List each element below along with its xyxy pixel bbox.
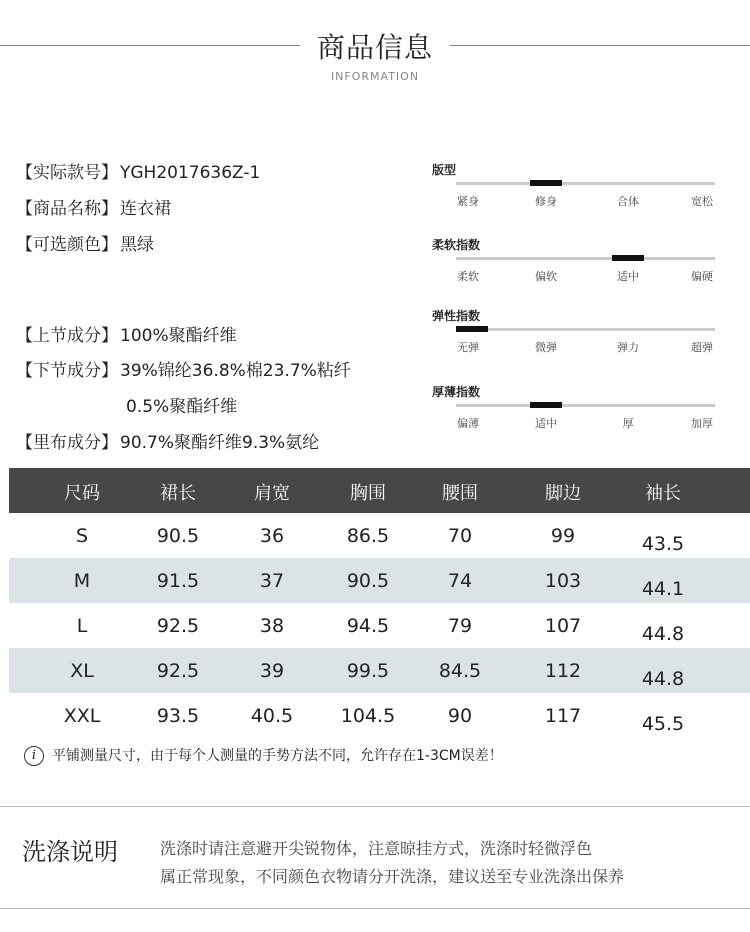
info-product-name	[16, 194, 171, 219]
info-label: 【商品名称】	[16, 199, 118, 219]
scale-tick: 修身	[535, 195, 557, 208]
info-label: 【下节成分】	[16, 361, 118, 381]
scale-tick: 偏硬	[691, 270, 713, 283]
table-cell: 86.5	[346, 525, 390, 547]
table-cell: 44.8	[641, 623, 685, 645]
table-cell: XXL	[63, 705, 101, 727]
info-value: 39%锦纶36.8%棉23.7%粘纤	[120, 361, 351, 381]
page-title: 商品信息	[316, 31, 433, 64]
table-cell: 74	[447, 570, 473, 592]
info-label: 【实际款号】	[16, 163, 118, 183]
scale-title: 厚薄指数	[432, 385, 481, 399]
info-upper-material	[16, 321, 237, 346]
table-cell: L	[76, 615, 88, 637]
scale-title: 版型	[432, 163, 457, 177]
info-icon: i	[24, 746, 44, 766]
divider-top	[0, 806, 750, 807]
table-cell: 99	[550, 525, 576, 547]
info-label: 【里布成分】	[16, 433, 118, 453]
header-cell: 脚边	[545, 483, 581, 504]
table-cell: 84.5	[438, 660, 482, 682]
table-cell: 90.5	[156, 525, 200, 547]
table-cell: 44.8	[641, 668, 685, 690]
scale-title: 弹性指数	[432, 309, 481, 323]
scale-tick: 加厚	[691, 417, 713, 430]
table-row	[9, 603, 750, 648]
table-cell: 37	[259, 570, 285, 592]
table-cell: 112	[544, 660, 582, 682]
table-cell: 93.5	[156, 705, 200, 727]
header-rule-right	[450, 45, 750, 46]
scale-softness	[432, 236, 717, 283]
table-row	[9, 513, 750, 558]
info-lower-material-cont: 0.5%聚酯纤维	[126, 397, 238, 417]
size-table	[9, 468, 750, 738]
table-cell: 103	[544, 570, 582, 592]
table-cell: 107	[544, 615, 582, 637]
note-text: 平铺测量尺寸，由于每个人测量的手势方法不同，允许存在1-3CM误差！	[52, 748, 503, 764]
scale-marker	[456, 326, 488, 332]
scale-ticks	[432, 339, 717, 353]
table-cell: M	[73, 570, 91, 592]
info-lining-material	[16, 428, 319, 453]
scale-tick: 厚	[622, 417, 634, 430]
table-cell: 39	[259, 660, 285, 682]
table-cell: 45.5	[641, 713, 685, 735]
info-label: 【可选颜色】	[16, 235, 118, 255]
header-cell: 尺码	[64, 483, 100, 504]
header-cell: 裙长	[160, 483, 196, 504]
scale-ticks	[432, 268, 717, 282]
info-value: 黑绿	[120, 235, 154, 255]
table-cell: 117	[544, 705, 582, 727]
info-value: 100%聚酯纤维	[120, 326, 237, 346]
scale-title: 柔软指数	[432, 238, 481, 252]
table-cell: 43.5	[641, 533, 685, 555]
scale-tick: 柔软	[457, 270, 479, 283]
wash-line: 属正常现象，不同颜色衣物请分开洗涤，建议送至专业洗涤出保养	[160, 867, 625, 886]
table-cell: 38	[259, 615, 285, 637]
scale-track	[456, 404, 715, 407]
table-cell: 91.5	[156, 570, 200, 592]
table-row	[9, 648, 750, 693]
header-cell: 腰围	[442, 483, 478, 504]
scale-marker	[530, 402, 562, 408]
header-cell: 胸围	[350, 483, 386, 504]
size-table-header	[9, 468, 750, 513]
scale-elasticity	[432, 307, 717, 354]
table-cell: S	[75, 525, 89, 547]
info-value: 连衣裙	[120, 199, 171, 219]
info-style-no	[16, 158, 260, 183]
table-cell: XL	[70, 660, 94, 682]
scale-thickness	[432, 383, 717, 430]
wash-line: 洗涤时请注意避开尖锐物体，注意晾挂方式，洗涤时轻微浮色	[160, 839, 593, 858]
scale-tick: 弹力	[617, 341, 639, 354]
scale-fit	[432, 161, 717, 208]
scale-marker	[612, 255, 644, 261]
scale-track	[456, 257, 715, 260]
scale-tick: 偏薄	[457, 417, 479, 430]
page-subtitle: INFORMATION	[330, 70, 420, 83]
scale-track	[456, 182, 715, 185]
header-cell: 袖长	[645, 483, 681, 504]
scale-tick: 适中	[617, 270, 639, 283]
table-cell: 94.5	[346, 615, 390, 637]
table-cell: 36	[259, 525, 285, 547]
scale-ticks	[432, 415, 717, 429]
scale-marker	[530, 180, 562, 186]
scale-tick: 微弹	[535, 341, 557, 354]
table-cell: 92.5	[156, 615, 200, 637]
divider-bottom	[0, 908, 750, 909]
scale-tick: 宽松	[691, 195, 713, 208]
table-cell: 99.5	[346, 660, 390, 682]
table-row	[9, 693, 750, 738]
measurement-note	[24, 745, 503, 766]
scale-tick: 紧身	[457, 195, 479, 208]
info-label: 【上节成分】	[16, 326, 118, 346]
table-row	[9, 558, 750, 603]
scale-tick: 合体	[617, 195, 639, 208]
info-color	[16, 230, 154, 255]
header-cell: 肩宽	[254, 483, 290, 504]
table-cell: 79	[447, 615, 473, 637]
table-cell: 104.5	[340, 705, 396, 727]
scale-ticks	[432, 193, 717, 207]
scale-tick: 适中	[535, 417, 557, 430]
table-cell: 90	[447, 705, 473, 727]
info-lower-material	[16, 356, 351, 381]
scale-tick: 超弹	[691, 341, 713, 354]
scale-track	[456, 328, 715, 331]
info-value: 90.7%聚酯纤维9.3%氨纶	[120, 433, 320, 453]
wash-instructions	[160, 835, 624, 891]
info-value: YGH2017636Z-1	[120, 163, 261, 183]
table-cell: 92.5	[156, 660, 200, 682]
scale-tick: 偏软	[535, 270, 557, 283]
table-cell: 70	[447, 525, 473, 547]
scale-tick: 无弹	[457, 341, 479, 354]
table-cell: 40.5	[250, 705, 294, 727]
table-cell: 44.1	[641, 578, 685, 600]
table-cell: 90.5	[346, 570, 390, 592]
header-rule-left	[0, 45, 300, 46]
wash-title: 洗涤说明	[22, 838, 118, 866]
